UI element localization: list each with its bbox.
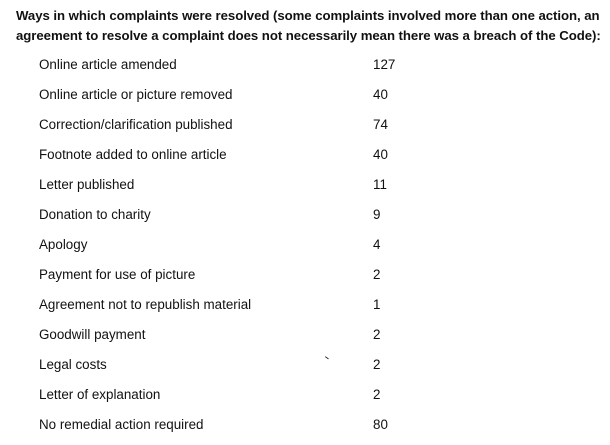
table-row <box>0 351 610 381</box>
row-value: 2 <box>373 327 381 342</box>
row-value: 74 <box>373 117 388 132</box>
table-row <box>0 171 610 201</box>
table-row <box>0 51 610 81</box>
row-label: Goodwill payment <box>39 327 146 342</box>
table-row <box>0 411 610 441</box>
heading-line-1: Ways in which complaints were resolved (some complaints involved more than one action, an <box>16 8 600 23</box>
row-label: Payment for use of picture <box>39 267 196 282</box>
row-value: 127 <box>373 57 396 72</box>
row-value: 1 <box>373 297 381 312</box>
table-row <box>0 381 610 411</box>
table-row <box>0 321 610 351</box>
row-value: 2 <box>373 267 381 282</box>
table-row <box>0 111 610 141</box>
row-value: 2 <box>373 387 381 402</box>
row-label: No remedial action required <box>39 417 204 432</box>
table-row <box>0 81 610 111</box>
row-label: Donation to charity <box>39 207 151 222</box>
table-row <box>0 291 610 321</box>
table-row <box>0 201 610 231</box>
table-row <box>0 261 610 291</box>
row-value: 11 <box>373 177 387 192</box>
row-value: 80 <box>373 417 388 432</box>
row-label: Legal costs <box>39 357 107 372</box>
row-value: 40 <box>373 87 388 102</box>
table-heading <box>16 6 606 46</box>
row-value: 4 <box>373 237 381 252</box>
row-label: Letter of explanation <box>39 387 161 402</box>
row-label: Apology <box>39 237 88 252</box>
resolution-table <box>0 51 610 441</box>
table-row <box>0 141 610 171</box>
row-value: 2 <box>373 357 381 372</box>
row-value: 40 <box>373 147 388 162</box>
row-label: Agreement not to republish material <box>39 297 252 312</box>
row-label: Online article or picture removed <box>39 87 233 102</box>
table-row <box>0 231 610 261</box>
row-label: Letter published <box>39 177 135 192</box>
heading-line-2: agreement to resolve a complaint does not necessarily mean there was a breach of the Code): <box>16 28 601 43</box>
row-label: Footnote added to online article <box>39 147 227 162</box>
row-value: 9 <box>373 207 381 222</box>
row-label: Online article amended <box>39 57 177 72</box>
row-label: Correction/clarification published <box>39 117 233 132</box>
